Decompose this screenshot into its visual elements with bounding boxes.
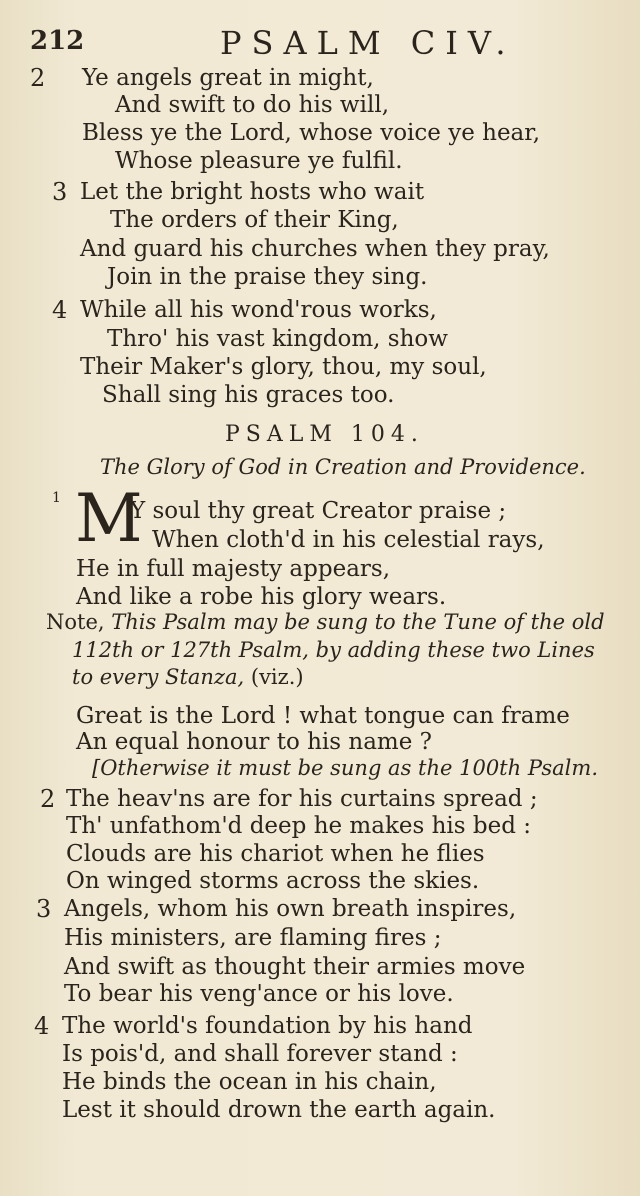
verse-line: Ye angels great in might,	[82, 65, 374, 91]
verse-line: Their Maker's glory, thou, my soul,	[80, 354, 487, 380]
note-otherwise: [Otherwise it must be sung as the 100th Psalm.	[92, 756, 598, 780]
verse-line: On winged storms across the skies.	[66, 868, 480, 894]
running-title: PSALM CIV.	[220, 24, 516, 62]
note-text: to every Stanza,	[72, 665, 245, 689]
note-viz: (viz.)	[250, 665, 304, 689]
psalm-subtitle: The Glory of God in Creation and Providence.	[100, 455, 586, 479]
verse-line: And guard his churches when they pray,	[80, 236, 550, 262]
psalm-title: PSALM 104.	[225, 422, 424, 447]
verse-line: The world's foundation by his hand	[62, 1013, 473, 1039]
added-line: An equal honour to his name ?	[76, 729, 432, 755]
verse-line: And swift as thought their armies move	[64, 954, 526, 980]
verse-line: To bear his veng'ance or his love.	[64, 981, 454, 1007]
note-line	[72, 664, 304, 690]
verse-line: He in full majesty appears,	[76, 556, 391, 582]
stanza-number: 4	[34, 1012, 50, 1040]
note-line	[46, 609, 605, 635]
verse-line: When cloth'd in his celestial rays,	[152, 527, 545, 553]
verse-line: Clouds are his chariot when he flies	[66, 841, 485, 867]
stanza-number: 3	[52, 178, 68, 206]
stanza-number: 2	[40, 785, 56, 813]
verse-line: The heav'ns are for his curtains spread ;	[66, 786, 538, 812]
verse-line: The orders of their King,	[110, 207, 399, 233]
verse-line: Whose pleasure ye fulfil.	[115, 148, 403, 174]
verse-line: Let the bright hosts who wait	[80, 179, 425, 205]
note-lead: Note,	[46, 610, 105, 634]
verse-line: And swift to do his will,	[115, 92, 390, 118]
drop-cap: M	[75, 480, 143, 557]
verse-line: He binds the ocean in his chain,	[62, 1069, 437, 1095]
verse-line: While all his wond'rous works,	[80, 297, 437, 323]
verse-line: And like a robe his glory wears.	[76, 584, 447, 610]
stanza-number: 3	[36, 895, 52, 923]
verse-line: His ministers, are flaming fires ;	[64, 925, 442, 951]
verse-line: Is pois'd, and shall forever stand :	[62, 1041, 458, 1067]
stanza-number: 2	[30, 64, 46, 92]
note-text: This Psalm may be sung to the Tune of the old	[111, 610, 605, 634]
verse-line: Shall sing his graces too.	[102, 382, 395, 408]
added-line: Great is the Lord ! what tongue can frame	[76, 703, 570, 729]
verse-line: Join in the praise they sing.	[107, 264, 428, 290]
page-header	[30, 22, 610, 66]
verse-line: Angels, whom his own breath inspires,	[64, 896, 517, 922]
verse-line: Y soul thy great Creator praise ;	[130, 498, 507, 524]
verse-line: Bless ye the Lord, whose voice ye hear,	[82, 120, 541, 146]
verse-line: Th' unfathom'd deep he makes his bed :	[66, 813, 532, 839]
note-line: 112th or 127th Psalm, by adding these two Lines	[72, 638, 595, 662]
stanza-number: 1	[52, 490, 61, 506]
verse-line: Thro' his vast kingdom, show	[107, 326, 448, 352]
stanza-number: 4	[52, 296, 68, 324]
verse-line: Lest it should drown the earth again.	[62, 1097, 496, 1123]
page-number: 212	[30, 26, 85, 56]
